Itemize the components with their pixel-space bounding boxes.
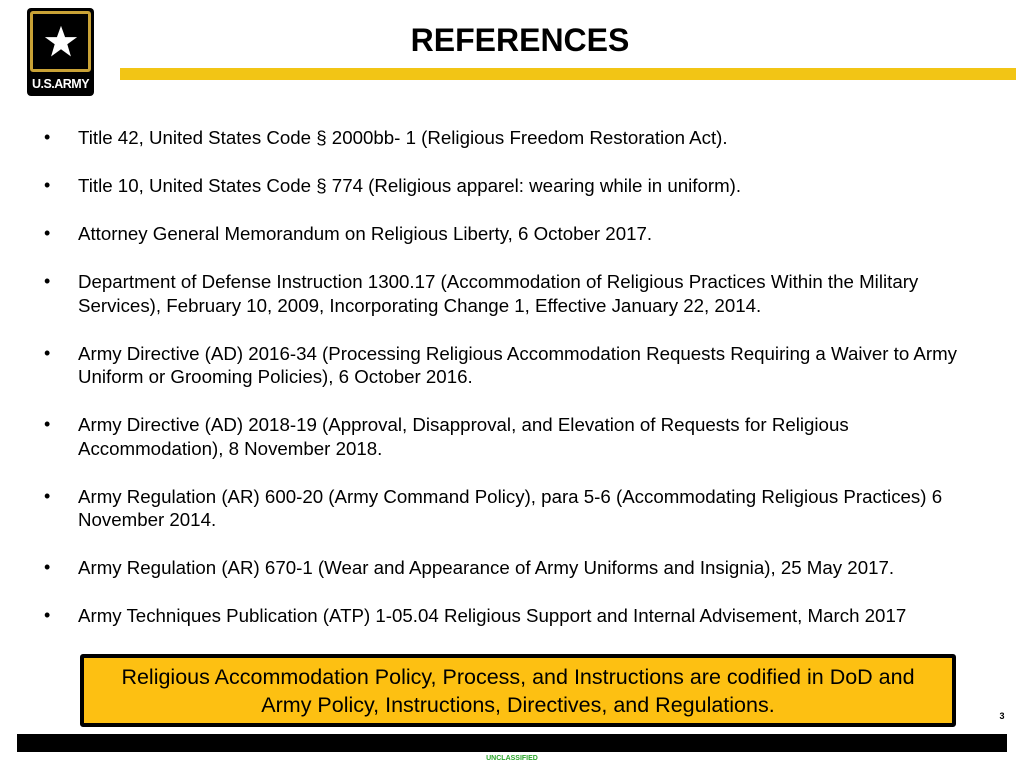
page-number: 3 [999, 711, 1005, 721]
logo-wordmark: U.S.ARMY [31, 77, 90, 91]
reference-text: Title 42, United States Code § 2000bb- 1 (Religious Freedom Restoration Act). [78, 127, 728, 148]
list-item [44, 342, 994, 389]
footer-bar [17, 734, 1007, 752]
page-title: REFERENCES [410, 22, 630, 58]
bullet-icon: • [44, 414, 51, 435]
list-item [44, 556, 994, 580]
reference-text: Army Techniques Publication (ATP) 1-05.04 Religious Support and Internal Advisement, March 2017 [78, 605, 907, 627]
title-underline-bar [120, 68, 1016, 80]
classification-label: UNCLASSIFIED [486, 755, 538, 762]
bullet-icon: • [44, 485, 51, 506]
list-item [44, 270, 994, 317]
list-item [44, 413, 994, 460]
bullet-icon: • [44, 342, 51, 363]
bullet-icon: • [44, 557, 51, 578]
bullet-icon: • [44, 174, 51, 195]
list-item [44, 174, 994, 198]
summary-callout [80, 654, 956, 727]
reference-text: Attorney General Memorandum on Religious Liberty, 6 October 2017. [78, 222, 653, 244]
bullet-icon: • [44, 222, 51, 243]
reference-text: Army Directive (AD) 2016-34 (Processing Religious Accommodation Requests Requiring a Waiver to Army Uniform or Grooming Policies), 6 October 2016. [78, 342, 957, 388]
reference-text: Army Regulation (AR) 670-1 (Wear and Appearance of Army Uniforms and Insignia), 25 May 2017. [78, 557, 895, 579]
reference-text: Title 10, United States Code § 774 (Religious apparel: wearing while in uniform). [78, 174, 742, 196]
list-item [44, 222, 994, 246]
list-item [44, 485, 994, 532]
bullet-icon: • [44, 605, 51, 626]
list-item [44, 604, 994, 628]
bullet-icon: • [44, 127, 51, 147]
references-list [44, 126, 994, 652]
bullet-icon: • [44, 270, 51, 291]
list-item [44, 126, 994, 150]
callout-text: Religious Accommodation Policy, Process, and Instructions are codified in DoD and Army Policy, Instructions, Directives, and Regulations. [121, 664, 915, 717]
reference-text: Department of Defense Instruction 1300.17 (Accommodation of Religious Practices Within the Military Services), February 10, 2009, Incorporating Change 1, Effective January 22, 2014. [78, 270, 919, 316]
reference-text: Army Directive (AD) 2018-19 (Approval, Disapproval, and Elevation of Requests for Religious Accommodation), 8 November 2018. [78, 414, 849, 459]
reference-text: Army Regulation (AR) 600-20 (Army Command Policy), para 5-6 (Accommodating Religious Practices) 6 November 2014. [78, 485, 943, 531]
